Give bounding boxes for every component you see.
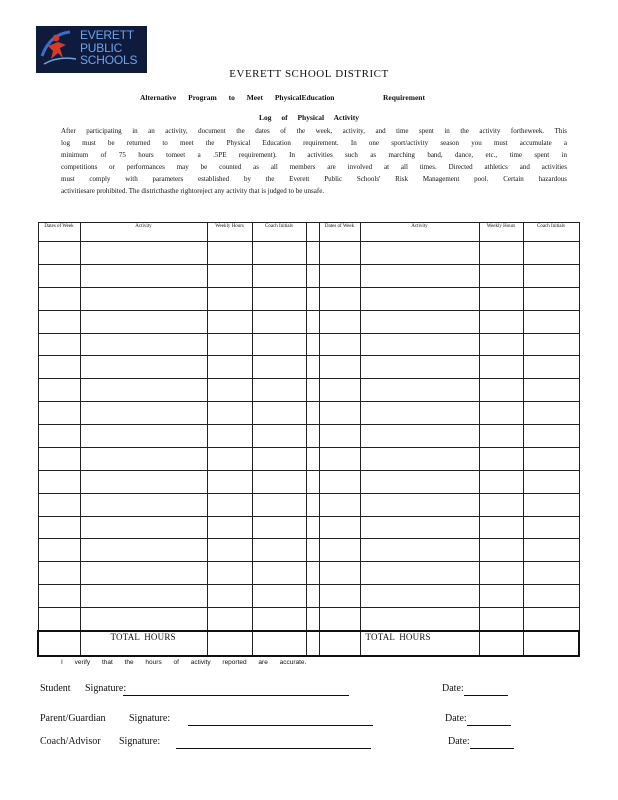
activity-log-table — [37, 222, 580, 657]
date-cell[interactable] — [38, 264, 80, 287]
activity-cell[interactable] — [80, 447, 207, 470]
hours-cell[interactable] — [479, 379, 523, 402]
activity-cell[interactable] — [80, 264, 207, 287]
instructions-line: must comply with parameters established by the Everett Public Schools' Risk Management pool. Certain hazardous — [61, 175, 567, 183]
table-row — [38, 310, 579, 333]
hours-cell[interactable] — [479, 402, 523, 425]
date-cell[interactable] — [38, 470, 80, 493]
star-figure-icon — [36, 26, 82, 73]
activity-cell[interactable] — [80, 333, 207, 356]
date-cell[interactable] — [38, 310, 80, 333]
header-activity: Activity — [360, 223, 479, 242]
hours-cell[interactable] — [207, 447, 252, 470]
date-cell[interactable] — [319, 264, 360, 287]
total-hours-cell[interactable] — [479, 631, 523, 656]
hours-cell[interactable] — [479, 310, 523, 333]
header-dates: Dates of Week — [319, 223, 360, 242]
date-cell[interactable] — [38, 379, 80, 402]
activity-cell[interactable] — [80, 402, 207, 425]
date-cell[interactable] — [38, 425, 80, 448]
hours-cell[interactable] — [207, 242, 252, 265]
hours-cell[interactable] — [479, 539, 523, 562]
activity-cell[interactable] — [360, 562, 479, 585]
initials-cell[interactable] — [523, 287, 579, 310]
column-gap — [306, 608, 319, 631]
activity-cell[interactable] — [80, 310, 207, 333]
column-gap — [306, 242, 319, 265]
date-cell[interactable] — [38, 608, 80, 631]
table-row — [38, 493, 579, 516]
hours-cell[interactable] — [207, 425, 252, 448]
date-cell[interactable] — [38, 493, 80, 516]
hours-cell[interactable] — [479, 287, 523, 310]
initials-cell[interactable] — [523, 585, 579, 608]
activity-cell[interactable] — [360, 402, 479, 425]
page-title: EVERETT SCHOOL DISTRICT — [229, 68, 389, 80]
column-gap — [306, 631, 319, 656]
date-cell[interactable] — [38, 333, 80, 356]
initials-cell[interactable] — [252, 539, 306, 562]
initials-cell[interactable] — [523, 425, 579, 448]
parent-date-label: Date: — [445, 713, 467, 724]
column-gap — [306, 470, 319, 493]
instructions-line: log must be returned to meet the Physical Education requirement. In one sport/activity season you must accumulate a — [61, 139, 567, 147]
date-cell[interactable] — [319, 585, 360, 608]
date-cell[interactable] — [319, 539, 360, 562]
table-row — [38, 539, 579, 562]
activity-cell[interactable] — [360, 242, 479, 265]
initials-cell[interactable] — [523, 402, 579, 425]
header-coach-initials: Coach Initials — [252, 223, 306, 242]
column-gap — [306, 402, 319, 425]
student-date-line[interactable] — [464, 694, 508, 696]
date-cell[interactable] — [319, 310, 360, 333]
initials-cell[interactable] — [523, 539, 579, 562]
total-hours-label: TOTAL HOURS — [80, 631, 207, 656]
hours-cell[interactable] — [479, 608, 523, 631]
hours-cell[interactable] — [207, 516, 252, 539]
parent-label: Parent/Guardian — [40, 713, 106, 724]
activity-cell[interactable] — [80, 539, 207, 562]
hours-cell[interactable] — [207, 608, 252, 631]
coach-signature-line[interactable] — [176, 747, 371, 749]
initials-cell[interactable] — [252, 585, 306, 608]
activity-cell[interactable] — [360, 516, 479, 539]
table-header-row — [38, 223, 579, 242]
hours-cell[interactable] — [207, 539, 252, 562]
activity-cell[interactable] — [360, 425, 479, 448]
table-row — [38, 264, 579, 287]
initials-cell[interactable] — [252, 264, 306, 287]
initials-cell[interactable] — [523, 379, 579, 402]
hours-cell[interactable] — [479, 447, 523, 470]
table-row — [38, 402, 579, 425]
verification-statement: I verify that the hours of activity reported are accurate. — [61, 659, 307, 666]
date-cell[interactable] — [38, 539, 80, 562]
hours-cell[interactable] — [479, 333, 523, 356]
table-row — [38, 608, 579, 631]
hours-cell[interactable] — [479, 585, 523, 608]
activity-cell[interactable] — [360, 264, 479, 287]
initials-cell[interactable] — [252, 562, 306, 585]
initials-cell[interactable] — [523, 242, 579, 265]
activity-cell[interactable] — [360, 356, 479, 379]
hours-cell[interactable] — [479, 516, 523, 539]
initials-cell[interactable] — [252, 287, 306, 310]
table-row — [38, 287, 579, 310]
activity-cell[interactable] — [80, 379, 207, 402]
activity-cell[interactable] — [360, 470, 479, 493]
activity-cell[interactable] — [360, 287, 479, 310]
hours-cell[interactable] — [207, 287, 252, 310]
column-gap — [306, 264, 319, 287]
student-label: Student — [40, 683, 71, 694]
total-initials-cell[interactable] — [523, 631, 579, 656]
activity-cell[interactable] — [360, 310, 479, 333]
hours-cell[interactable] — [479, 264, 523, 287]
initials-cell[interactable] — [252, 333, 306, 356]
hours-cell[interactable] — [479, 242, 523, 265]
initials-cell[interactable] — [252, 447, 306, 470]
date-cell[interactable] — [319, 425, 360, 448]
header-weekly-hours: Weekly Hours — [207, 223, 252, 242]
activity-cell[interactable] — [80, 470, 207, 493]
initials-cell[interactable] — [523, 333, 579, 356]
student-signature-line[interactable] — [123, 694, 349, 696]
column-gap — [306, 493, 319, 516]
hours-cell[interactable] — [207, 379, 252, 402]
parent-signature-label: Signature: — [129, 713, 171, 724]
activity-cell[interactable] — [80, 516, 207, 539]
column-gap — [306, 379, 319, 402]
hours-cell[interactable] — [207, 493, 252, 516]
activity-cell[interactable] — [80, 356, 207, 379]
hours-cell[interactable] — [207, 310, 252, 333]
hours-cell[interactable] — [479, 425, 523, 448]
header-coach-initials: Coach Initials — [523, 223, 579, 242]
table-row — [38, 447, 579, 470]
initials-cell[interactable] — [252, 493, 306, 516]
date-cell[interactable] — [38, 402, 80, 425]
total-initials-cell[interactable] — [252, 631, 306, 656]
column-gap — [306, 539, 319, 562]
hours-cell[interactable] — [207, 470, 252, 493]
initials-cell[interactable] — [252, 516, 306, 539]
date-cell[interactable] — [319, 379, 360, 402]
coach-date-label: Date: — [448, 736, 470, 747]
initials-cell[interactable] — [252, 310, 306, 333]
date-cell[interactable] — [38, 242, 80, 265]
initials-cell[interactable] — [252, 470, 306, 493]
initials-cell[interactable] — [523, 470, 579, 493]
initials-cell[interactable] — [252, 402, 306, 425]
header-activity: Activity — [80, 223, 207, 242]
initials-cell[interactable] — [523, 356, 579, 379]
table-row — [38, 562, 579, 585]
activity-cell[interactable] — [80, 287, 207, 310]
date-cell[interactable] — [38, 287, 80, 310]
initials-cell[interactable] — [523, 562, 579, 585]
hours-cell[interactable] — [479, 493, 523, 516]
table-row — [38, 356, 579, 379]
parent-signature-line[interactable] — [188, 724, 373, 726]
date-cell[interactable] — [319, 402, 360, 425]
initials-cell[interactable] — [252, 425, 306, 448]
activity-cell[interactable] — [360, 379, 479, 402]
instructions-line: After participating in an activity, document the dates of the week, activity, and time spent in the activity fortheweek. This — [61, 127, 567, 135]
activity-cell[interactable] — [360, 539, 479, 562]
total-hours-cell[interactable] — [207, 631, 252, 656]
activity-cell[interactable] — [360, 493, 479, 516]
column-gap — [306, 333, 319, 356]
table-row — [38, 425, 579, 448]
date-cell[interactable] — [319, 333, 360, 356]
coach-signature-label: Signature: — [119, 736, 161, 747]
initials-cell[interactable] — [252, 356, 306, 379]
initials-cell[interactable] — [252, 242, 306, 265]
column-gap — [306, 310, 319, 333]
hours-cell[interactable] — [207, 333, 252, 356]
date-cell[interactable] — [319, 287, 360, 310]
initials-cell[interactable] — [252, 608, 306, 631]
activity-cell[interactable] — [80, 425, 207, 448]
district-logo — [36, 26, 147, 73]
column-gap — [306, 425, 319, 448]
initials-cell[interactable] — [523, 493, 579, 516]
activity-cell[interactable] — [360, 608, 479, 631]
subtitle-requirement: Requirement — [383, 93, 425, 102]
header-weekly-hours: Weekly Hours — [479, 223, 523, 242]
initials-cell[interactable] — [523, 516, 579, 539]
initials-cell[interactable] — [523, 264, 579, 287]
column-gap — [306, 223, 319, 242]
table-row — [38, 470, 579, 493]
initials-cell[interactable] — [523, 310, 579, 333]
hours-cell[interactable] — [479, 356, 523, 379]
table-row — [38, 379, 579, 402]
date-cell[interactable] — [319, 516, 360, 539]
table-row — [38, 585, 579, 608]
coach-label: Coach/Advisor — [40, 736, 101, 747]
activity-cell[interactable] — [80, 562, 207, 585]
logo-wordmark: EVERETT PUBLIC SCHOOLS — [80, 28, 138, 67]
hours-cell[interactable] — [207, 585, 252, 608]
activity-cell[interactable] — [80, 242, 207, 265]
initials-cell[interactable] — [523, 608, 579, 631]
activity-cell[interactable] — [360, 333, 479, 356]
column-gap — [306, 585, 319, 608]
activity-cell[interactable] — [80, 608, 207, 631]
log-title: Log of Physical Activity — [258, 113, 360, 122]
initials-cell[interactable] — [523, 447, 579, 470]
column-gap — [306, 516, 319, 539]
date-cell[interactable] — [319, 493, 360, 516]
instructions-line: minimum of 75 hours tomeet a .5PE requirement). In activities such as marching band, dance, etc., time spent in — [61, 151, 567, 159]
coach-date-line[interactable] — [470, 747, 514, 749]
instructions-line: competitions or performances may be counted as all members are involved at all times. Directed athletics and activities — [61, 163, 567, 171]
initials-cell[interactable] — [252, 379, 306, 402]
activity-cell[interactable] — [360, 447, 479, 470]
column-gap — [306, 562, 319, 585]
hours-cell[interactable] — [207, 562, 252, 585]
parent-date-line[interactable] — [467, 724, 511, 726]
date-cell[interactable] — [319, 470, 360, 493]
activity-cell[interactable] — [360, 585, 479, 608]
table-row — [38, 242, 579, 265]
total-blank-cell — [38, 631, 80, 656]
date-cell[interactable] — [38, 356, 80, 379]
total-hours-label: TOTAL HOURS — [360, 631, 479, 656]
student-signature-label: Signature: — [85, 683, 127, 694]
date-cell[interactable] — [319, 608, 360, 631]
column-gap — [306, 356, 319, 379]
date-cell[interactable] — [38, 447, 80, 470]
hours-cell[interactable] — [479, 562, 523, 585]
column-gap — [306, 447, 319, 470]
activity-cell[interactable] — [80, 493, 207, 516]
column-gap — [306, 287, 319, 310]
total-blank-cell — [319, 631, 360, 656]
table-row — [38, 333, 579, 356]
hours-cell[interactable] — [479, 470, 523, 493]
header-dates: Dates of Week — [38, 223, 80, 242]
activity-cell[interactable] — [80, 585, 207, 608]
date-cell[interactable] — [38, 516, 80, 539]
hours-cell[interactable] — [207, 402, 252, 425]
subtitle: Alternative Program to Meet PhysicalEducation Requirement — [140, 93, 425, 102]
date-cell[interactable] — [38, 585, 80, 608]
date-cell[interactable] — [319, 562, 360, 585]
hours-cell[interactable] — [207, 356, 252, 379]
table-row — [38, 516, 579, 539]
instructions-paragraph — [61, 125, 567, 197]
date-cell[interactable] — [319, 242, 360, 265]
instructions-line: activitiesare prohibited. The districthasthe rightoreject any activity that is judged to be unsafe. — [61, 187, 325, 195]
hours-cell[interactable] — [207, 264, 252, 287]
date-cell[interactable] — [319, 356, 360, 379]
date-cell[interactable] — [319, 447, 360, 470]
date-cell[interactable] — [38, 562, 80, 585]
student-date-label: Date: — [442, 683, 464, 694]
total-row — [38, 631, 579, 656]
